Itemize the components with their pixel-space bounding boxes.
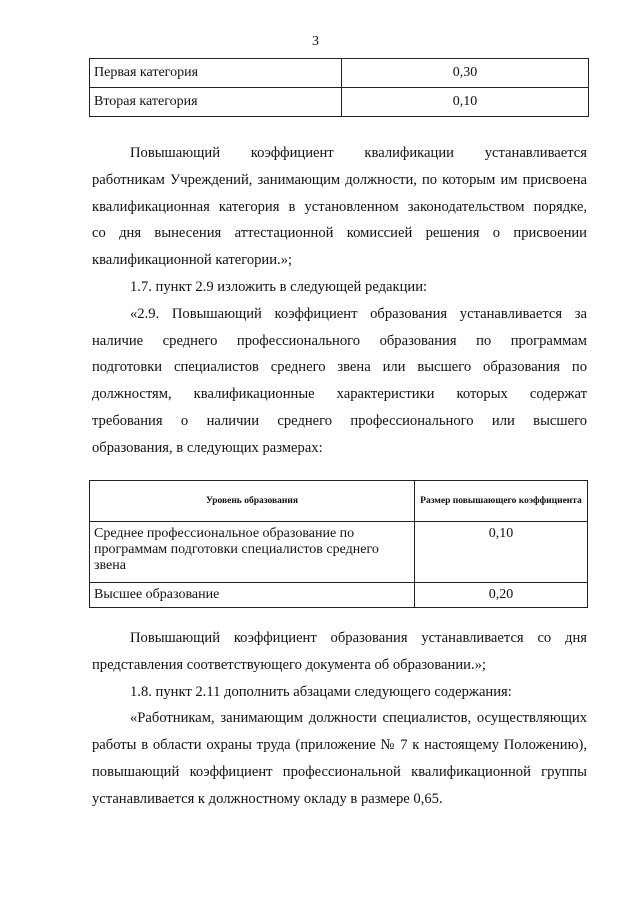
text-line: подготовки специалистов среднего звена или высшего образования по (92, 359, 587, 376)
column-header-coefficient: Размер повышающего коэффициента (415, 481, 588, 522)
text-line: наличие среднего профессионального образования по программам (92, 332, 587, 349)
qualification-paragraph (92, 140, 587, 462)
text-line: должностям, квалификационные характеристики которых содержат (92, 386, 587, 403)
education-effective-paragraph (92, 625, 587, 813)
education-level-cell: Среднее профессиональное образование по программам подготовки специалистов среднего звена (90, 522, 415, 583)
text-line: устанавливается к должностному окладу в размере 0,65. (92, 790, 443, 807)
category-cell: Вторая категория (90, 88, 342, 117)
text-line: требования о наличии среднего профессионального или высшего (92, 412, 587, 429)
coefficient-cell: 0,10 (342, 88, 589, 117)
table-row (90, 522, 588, 583)
table-header-row (90, 481, 588, 522)
text-line: со дня вынесения аттестационной комиссией решения о присвоении (92, 225, 587, 242)
text-line: квалификационной категории.»; (92, 252, 293, 269)
education-level-cell: Высшее образование (90, 583, 415, 608)
text-line: работы в области охраны труда (приложение № 7 к настоящему Положению), (92, 737, 587, 754)
table-row (90, 59, 589, 88)
text-line: «2.9. Повышающий коэффициент образования устанавливается за (130, 305, 587, 322)
category-cell: Первая категория (90, 59, 342, 88)
text-line: представления соответствующего документа об образовании.»; (92, 656, 486, 673)
text-line: повышающий коэффициент профессиональной квалификационной группы (92, 763, 587, 780)
item-1-8: 1.8. пункт 2.11 дополнить абзацами следующего содержания: (130, 683, 512, 700)
table-row (90, 88, 589, 117)
item-1-7: 1.7. пункт 2.9 изложить в следующей редакции: (130, 278, 428, 295)
qualification-category-table (89, 58, 589, 117)
education-coefficient-table (89, 480, 588, 608)
text-line: работникам Учреждений, занимающим должности, по которым им присвоена (92, 171, 587, 188)
table-row (90, 583, 588, 608)
text-line: Повышающий коэффициент квалификации устанавливается (130, 145, 587, 161)
column-header-level: Уровень образования (90, 481, 415, 522)
text-line: «Работникам, занимающим должности специалистов, осуществляющих (130, 710, 587, 727)
text-line: Повышающий коэффициент образования устанавливается со дня (130, 630, 587, 646)
coefficient-cell: 0,20 (415, 583, 588, 608)
coefficient-cell: 0,10 (415, 522, 588, 583)
text-line: квалификационная категория в установленном законодательством порядке, (92, 198, 587, 215)
text-line: образования, в следующих размерах: (92, 439, 323, 456)
coefficient-cell: 0,30 (342, 59, 589, 88)
page-number: 3 (312, 34, 319, 49)
